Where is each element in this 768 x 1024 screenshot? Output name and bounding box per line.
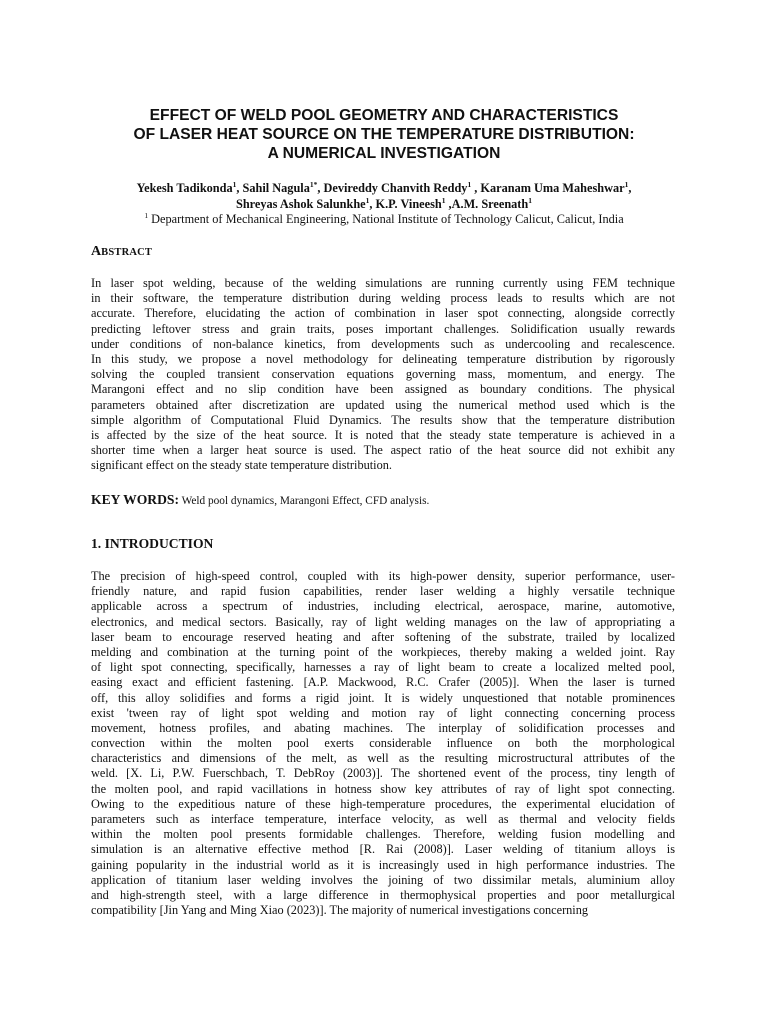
title-line: A NUMERICAL INVESTIGATION: [267, 145, 501, 162]
abstract-body: [91, 276, 675, 473]
author-name: ,A.M. Sreenath: [445, 197, 529, 211]
author-name: , K.P. Vineesh: [369, 197, 442, 211]
abstract-line: predicting leftover stress and grain traits, poses important challenges. Solidification usually rewards: [91, 321, 675, 336]
affiliation: [60, 211, 708, 227]
introduction-line: Owing to the expeditious nature of these high-temperature procedures, the experimental elucidation of: [91, 796, 675, 811]
abstract-line: simple algorithm of Computational Fluid Dynamics. The results show that the temperature distribution: [91, 412, 675, 427]
abstract-line: shorter time when a larger heat source is used. The aspect ratio of the heat source did not exhibit any: [91, 443, 675, 458]
abstract-line: solving the coupled transient conservation equations governing mass, momentum, and energy. The: [91, 367, 675, 382]
introduction-line: electronics, and medical sectors. Basically, ray of light welding manages on the law of appropriating a: [91, 614, 675, 629]
author-affiliation-mark: 1: [441, 196, 446, 205]
introduction-body: [91, 569, 675, 918]
author-affiliation-mark: 1: [624, 180, 629, 189]
author-affiliation-mark: 1: [365, 196, 370, 205]
abstract-line: In this study, we propose a novel methodology for delineating temperature distribution by rigorously: [91, 351, 675, 366]
author-line: [60, 196, 708, 212]
keywords-value: Weld pool dynamics, Marangoni Effect, CFD analysis.: [179, 495, 430, 507]
abstract-heading: [91, 244, 152, 260]
author-affiliation-mark: 1: [232, 180, 237, 189]
abstract-line: In laser spot welding, because of the welding simulations are running currently using FEM technique: [91, 276, 675, 290]
affiliation-mark: 1: [144, 211, 149, 220]
abstract-line: under conditions of non-balance kinetics, from developments such as undercooling and recalescence.: [91, 336, 675, 351]
introduction-line: of light spot connecting, specifically, harnesses a ray of light beam to create a localized melted pool,: [91, 660, 675, 675]
introduction-line: parameters such as interface temperature, interface velocity, as well as thermal and velocity fields: [91, 812, 675, 826]
author-line: [60, 180, 708, 196]
introduction-line: gaining popularity in the industrial world as it is increasingly used in high performance industries. The: [91, 857, 675, 872]
introduction-line: the molten pool, and rapid vacillations in hotness show key attributes of ray of light spot connecting.: [91, 781, 675, 796]
title-line: EFFECT OF WELD POOL GEOMETRY AND CHARACTERISTICS: [149, 107, 619, 124]
introduction-line: friendly nature, and rapid fusion capabilities, render laser welding a highly versatile technique: [91, 584, 675, 599]
author-separator: ,: [628, 181, 632, 195]
author-affiliation-mark: 1*: [309, 180, 318, 189]
introduction-line: applicable across a spectrum of industries, including electrical, aerospace, marine, automotive,: [91, 599, 675, 614]
introduction-line: easing exact and efficient fastening. [A.P. Mackwood, R.C. Crafer (2005)]. When the laser is turned: [91, 675, 675, 690]
introduction-line: compatibility [Jin Yang and Ming Xiao (2023)]. The majority of numerical investigations concerning: [91, 903, 589, 918]
introduction-line: exist 'tween ray of light spot welding and motion ray of light connecting concerning process: [91, 705, 675, 720]
introduction-line: movement, hotness profiles, and abating machines. The interplay of solidification processes and: [91, 720, 675, 735]
abstract-line: in their software, the temperature distribution during welding process leads to results which are not: [91, 291, 675, 306]
keywords: [91, 491, 429, 509]
abstract-heading-rest: BSTRACT: [101, 247, 153, 258]
introduction-line: laser beam to encourage reserved heating and after softening of the substrate, trailed by localized: [91, 629, 675, 644]
abstract-line: accurate. Therefore, elucidating the action of combination in laser spot connecting, alongside correctly: [91, 306, 675, 321]
introduction-line: within the molten pool presents formidable challenges. Therefore, welding fusion modelling and: [91, 827, 675, 842]
abstract-line: parameters obtained after discretization are updated using the numerical method used which is the: [91, 397, 675, 412]
author-list: [60, 180, 708, 212]
author-affiliation-mark: 1: [528, 196, 532, 205]
author-name: Shreyas Ashok Salunkhe: [236, 197, 366, 211]
section-heading-introduction: 1. INTRODUCTION: [91, 536, 214, 551]
abstract-heading-initial: A: [91, 244, 102, 259]
abstract-line: significant effect on the steady state temperature distribution.: [91, 458, 392, 473]
introduction-line: weld. [X. Li, P.W. Fuerschbach, T. DebRoy (2003)]. The shortened event of the process, tiny length of: [91, 766, 675, 781]
introduction-line: off, this alloy solidifies and forms a rigid joint. It is widely unquestioned that notable prominences: [91, 690, 675, 705]
introduction-line: simulation is an alternative effective method [R. Rai (2008)]. Laser welding of titanium alloys is: [91, 842, 675, 857]
introduction-line: convection within the molten pool exerts considerable influence on both the morphological: [91, 736, 675, 751]
introduction-line: The precision of high-speed control, coupled with its high-power density, superior performance, user-: [91, 569, 675, 583]
author-name: , Devireddy Chanvith Reddy: [317, 181, 468, 195]
introduction-line: characteristics and dimensions of the melt, as well as the resulting microstructural attributes of the: [91, 751, 675, 766]
introduction-line: melding and combination at the turning point of the workpieces, thereby making a welded joint. Ray: [91, 644, 675, 659]
author-name: Yekesh Tadikonda: [136, 181, 233, 195]
introduction-line: and high-strength steel, with a large difference in thermophysical properties and poor metallurgical: [91, 887, 675, 902]
keywords-label: KEY WORDS:: [91, 492, 179, 507]
author-name: , Sahil Nagula: [236, 181, 310, 195]
paper-title: [60, 106, 708, 163]
author-name: , Karanam Uma Maheshwar: [471, 181, 625, 195]
abstract-line: Marangoni effect and no slip condition have been assigned as boundary conditions. The physical: [91, 382, 675, 397]
author-affiliation-mark: 1: [467, 180, 472, 189]
introduction-line: application of titanium laser welding involves the joining of two dissimilar metals, aluminium alloy: [91, 872, 675, 887]
affiliation-text: Department of Mechanical Engineering, National Institute of Technology Calicut, Calicut, India: [148, 212, 624, 226]
abstract-line: is affected by the size of the heat source. It is noted that the steady state temperature is achieved in a: [91, 427, 675, 442]
title-line: OF LASER HEAT SOURCE ON THE TEMPERATURE DISTRIBUTION:: [133, 126, 635, 143]
